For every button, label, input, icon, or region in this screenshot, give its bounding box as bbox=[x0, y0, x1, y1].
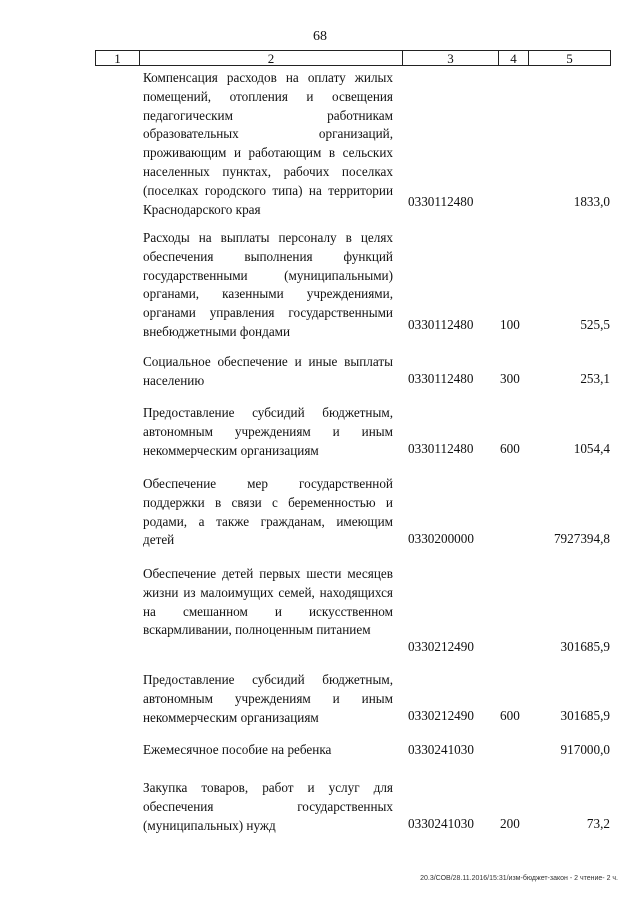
header-col-1: 1 bbox=[96, 51, 140, 65]
row-code: 0330212490 bbox=[408, 639, 474, 654]
row-code: 0330112480 bbox=[408, 441, 474, 456]
header-col-3: 3 bbox=[403, 51, 499, 65]
page-number: 68 bbox=[313, 29, 327, 44]
row-code: 0330112480 bbox=[408, 317, 474, 332]
row-amount: 301685,9 bbox=[560, 639, 610, 654]
header-col-4: 4 bbox=[499, 51, 529, 65]
row-vr: 600 bbox=[500, 708, 520, 723]
row-description: Расходы на выплаты персоналу в целях обеспечения выполнения функций государственными (муниципальными) органами, казенными учреждениями, органами управления государственными внебюджетными фондами bbox=[143, 230, 393, 339]
row-description: Ежемесячное пособие на ребенка bbox=[143, 742, 332, 757]
row-description: Социальное обеспечение и иные выплаты населению bbox=[143, 354, 393, 388]
row-code: 0330212490 bbox=[408, 708, 474, 723]
row-vr: 600 bbox=[500, 441, 520, 456]
row-code: 0330112480 bbox=[408, 371, 474, 386]
row-code: 0330241030 bbox=[408, 816, 474, 831]
row-amount: 73,2 bbox=[586, 816, 610, 831]
row-amount: 1054,4 bbox=[573, 441, 610, 456]
row-amount: 7927394,8 bbox=[553, 531, 610, 546]
header-col-5: 5 bbox=[566, 51, 573, 66]
row-code: 0330112480 bbox=[408, 194, 474, 209]
header-col-2: 2 bbox=[140, 51, 403, 65]
row-description: Обеспечение детей первых шести месяцев жизни из малоимущих семей, находящихся на смешанном и искусственном вскармливании, полноценным питанием bbox=[143, 566, 393, 638]
row-vr: 100 bbox=[500, 317, 520, 332]
row-amount: 525,5 bbox=[580, 317, 610, 332]
row-amount: 917000,0 bbox=[560, 742, 610, 757]
row-amount: 301685,9 bbox=[560, 708, 610, 723]
row-code: 0330241030 bbox=[408, 742, 474, 757]
footer-stamp: 20.3/СОВ/28.11.2016/15:31/изм-бюджет-закон - 2 чтение- 2 ч. bbox=[420, 875, 618, 882]
row-description: Закупка товаров, работ и услуг для обеспечения государственных (муниципальных) нужд bbox=[143, 780, 393, 833]
row-code: 0330200000 bbox=[408, 531, 474, 546]
table-header bbox=[95, 50, 611, 66]
row-description: Предоставление субсидий бюджетным, автономным учреждениям и иным некоммерческим организациям bbox=[143, 672, 393, 725]
row-vr: 200 bbox=[500, 816, 520, 831]
row-vr: 300 bbox=[500, 371, 520, 386]
row-description: Обеспечение мер государственной поддержки в связи с беременностью и родами, а также гражданам, имеющим детей bbox=[143, 476, 393, 548]
row-amount: 253,1 bbox=[580, 371, 610, 386]
row-description: Компенсация расходов на оплату жилых помещений, отопления и освещения педагогическим работникам образовательных организаций, проживающим и работающим в сельских населенных пунктах, рабочих поселках (поселках городского типа) на территории Краснодарского края bbox=[143, 70, 393, 217]
row-amount: 1833,0 bbox=[573, 194, 610, 209]
row-description: Предоставление субсидий бюджетным, автономным учреждениям и иным некоммерческим организациям bbox=[143, 405, 393, 458]
